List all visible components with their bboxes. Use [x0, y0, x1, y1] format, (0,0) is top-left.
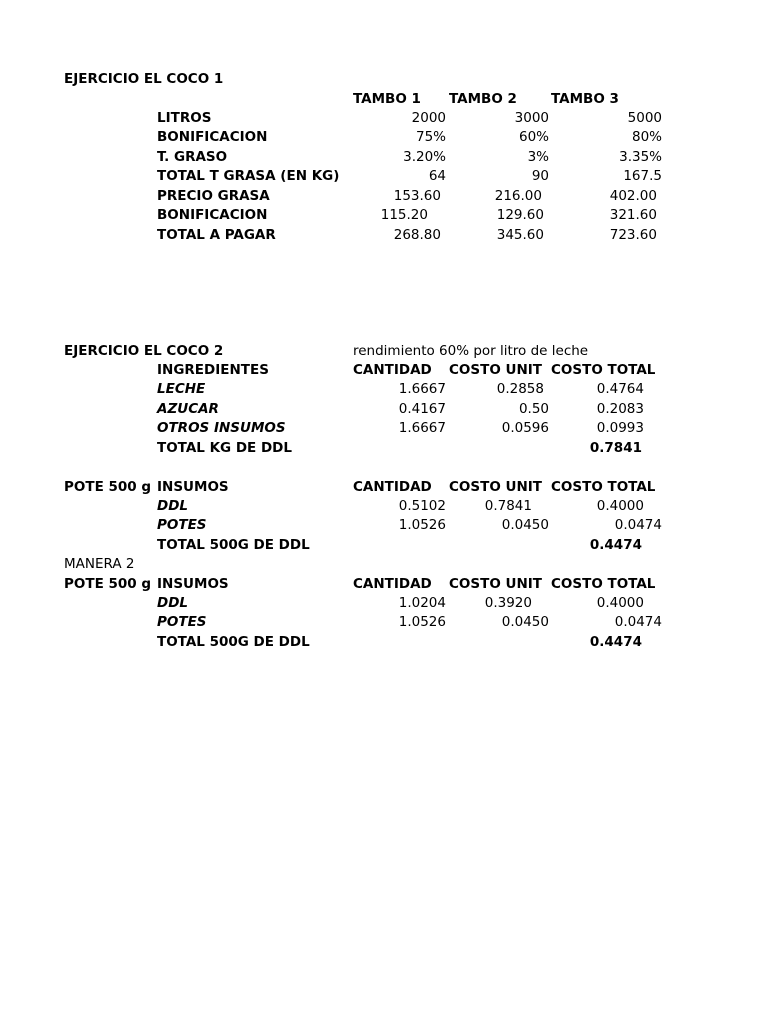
ex1-cell: 321.60 [609, 207, 657, 223]
pote2-total-label: TOTAL 500G DE DDL [157, 634, 310, 650]
pote1-header-cantidad: CANTIDAD [353, 479, 432, 495]
ex2-cell: 0.0993 [596, 420, 644, 436]
ex2-total-label: TOTAL KG DE DDL [157, 440, 292, 456]
ex1-cell: 60% [518, 129, 549, 145]
ex1-header-tambo3: TAMBO 3 [551, 91, 619, 107]
ex1-cell: 129.60 [496, 207, 544, 223]
pote1-total-value: 0.4474 [589, 537, 642, 553]
ex1-row-label: T. GRASO [157, 149, 228, 165]
ex1-cell: 75% [415, 129, 446, 145]
pote1-header-costo-unit: COSTO UNIT [449, 479, 542, 495]
ex1-cell: 268.80 [393, 227, 441, 243]
ex2-cell: 1.6667 [398, 420, 446, 436]
ex1-row-label: LITROS [157, 110, 212, 126]
ex2-cell: 1.6667 [398, 381, 446, 397]
pote2-cell: 0.0474 [614, 614, 662, 630]
ex1-header-tambo1: TAMBO 1 [353, 91, 421, 107]
pote1-row-label: POTES [157, 517, 207, 533]
ex1-cell: 2000 [411, 110, 446, 126]
ex2-header-cantidad: CANTIDAD [353, 362, 432, 378]
pote2-cell: 0.4000 [596, 595, 644, 611]
ex1-row-label: PRECIO GRASA [157, 188, 270, 204]
ex1-row-label: TOTAL T GRASA (EN KG) [157, 168, 340, 184]
pote2-header-cantidad: CANTIDAD [353, 576, 432, 592]
ex2-title: EJERCICIO EL COCO 2 [64, 343, 224, 359]
pote2-row-label: DDL [157, 595, 189, 611]
ex2-row-label: AZUCAR [157, 401, 219, 417]
ex2-cell: 0.2858 [496, 381, 544, 397]
pote1-cell: 0.4000 [596, 498, 644, 514]
ex1-cell: 723.60 [609, 227, 657, 243]
ex1-cell: 345.60 [496, 227, 544, 243]
ex1-cell: 3.35% [619, 149, 662, 165]
pote1-header-insumos: INSUMOS [157, 479, 229, 495]
pote2-title: POTE 500 g [64, 576, 152, 592]
ex1-cell: 115.20 [380, 207, 428, 223]
ex1-cell: 3000 [514, 110, 549, 126]
ex2-header-costo-unit: COSTO UNIT [449, 362, 542, 378]
pote1-header-costo-total: COSTO TOTAL [551, 479, 656, 495]
ex2-cell: 0.4167 [398, 401, 446, 417]
ex2-row-label: LECHE [157, 381, 206, 397]
pote2-header-costo-total: COSTO TOTAL [551, 576, 656, 592]
ex2-header-costo-total: COSTO TOTAL [551, 362, 656, 378]
ex2-note: rendimiento 60% por litro de leche [353, 343, 589, 359]
ex2-header-ingredientes: INGREDIENTES [157, 362, 269, 378]
pote1-cell: 1.0526 [398, 517, 446, 533]
ex1-cell: 216.00 [494, 188, 542, 204]
ex1-cell: 167.5 [623, 168, 662, 184]
pote2-cell: 1.0526 [398, 614, 446, 630]
ex1-row-label: TOTAL A PAGAR [157, 227, 276, 243]
pote2-header-costo-unit: COSTO UNIT [449, 576, 542, 592]
ex1-cell: 3.20% [403, 149, 446, 165]
ex2-row-label: OTROS INSUMOS [157, 420, 286, 436]
ex1-cell: 153.60 [393, 188, 441, 204]
ex2-total-value: 0.7841 [589, 440, 642, 456]
pote2-cell: 0.3920 [484, 595, 532, 611]
ex1-header-tambo2: TAMBO 2 [449, 91, 517, 107]
ex2-cell: 0.0596 [501, 420, 549, 436]
ex1-cell: 3% [527, 149, 549, 165]
ex1-cell: 90 [531, 168, 549, 184]
ex2-cell: 0.50 [518, 401, 549, 417]
ex1-cell: 402.00 [609, 188, 657, 204]
pote2-header-insumos: INSUMOS [157, 576, 229, 592]
ex1-row-label: BONIFICACION [157, 129, 268, 145]
ex1-cell: 80% [631, 129, 662, 145]
pote2-cell: 1.0204 [398, 595, 446, 611]
pote1-title: POTE 500 g [64, 479, 152, 495]
pote1-cell: 0.0450 [501, 517, 549, 533]
ex2-cell: 0.2083 [596, 401, 644, 417]
pote1-total-label: TOTAL 500G DE DDL [157, 537, 310, 553]
ex1-row-label: BONIFICACION [157, 207, 268, 223]
ex1-cell: 64 [428, 168, 446, 184]
ex1-cell: 5000 [627, 110, 662, 126]
pote1-row-label: DDL [157, 498, 189, 514]
pote1-cell: 0.5102 [398, 498, 446, 514]
pote1-cell: 0.7841 [484, 498, 532, 514]
ex2-cell: 0.4764 [596, 381, 644, 397]
pote1-cell: 0.0474 [614, 517, 662, 533]
pote2-cell: 0.0450 [501, 614, 549, 630]
manera2-label: MANERA 2 [64, 556, 135, 572]
ex1-title: EJERCICIO EL COCO 1 [64, 71, 224, 87]
pote2-row-label: POTES [157, 614, 207, 630]
pote2-total-value: 0.4474 [589, 634, 642, 650]
